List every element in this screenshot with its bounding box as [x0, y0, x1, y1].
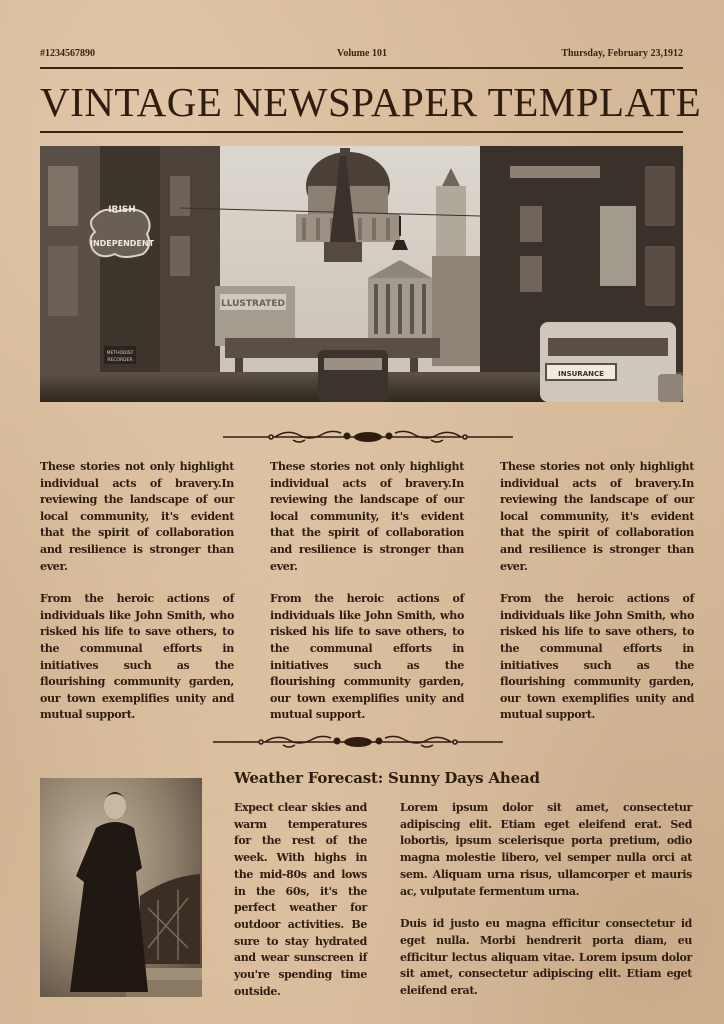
- svg-text:METHODIST: METHODIST: [106, 351, 134, 356]
- column-2-paragraph-1: These stories not only highlight individual acts of bravery.In reviewing the landscape of our local community, it's evident that the spirit of collaboration and resilience is stronger than ever.: [270, 460, 464, 573]
- header-rule-top: [40, 67, 683, 69]
- weather-forecast-paragraph: Expect clear skies and warm temperatures for the rest of the week. With highs in the mid-80s and lows in the 60s, it's the perfect weather for outdoor activities. Be sure to stay hydrated and wear sunscreen if you're spending time outside.: [234, 801, 367, 998]
- article-column-1: [40, 459, 234, 724]
- weather-body-paragraph-1: Lorem ipsum dolor sit amet, consectetur adipiscing elit. Etiam eget eleifend erat. Sed lobortis, ipsum scelerisque porta pretium, odio magna molestie libero, vel semper nulla orci at sem. Aliquam urna risus, ullamcorper et mauris ac, vulputate fermentum urna.: [400, 801, 692, 898]
- column-2-paragraph-2: From the heroic actions of individuals like John Smith, who risked his life to save others, to the communal efforts in initiatives such as the flourishing community garden, our town exemplifies unity and mutual support.: [270, 592, 464, 722]
- issue-date: Thursday, February 23,1912: [561, 48, 683, 59]
- ornamental-divider: [223, 429, 513, 443]
- column-1-paragraph-1: These stories not only highlight individual acts of bravery.In reviewing the landscape of our local community, it's evident that the spirit of collaboration and resilience is stronger than ever.: [40, 460, 234, 573]
- article-column-3: [500, 459, 694, 724]
- volume-label: Volume 101: [337, 48, 387, 59]
- svg-text:RECORDER: RECORDER: [107, 358, 133, 363]
- svg-text:INDEPENDENT: INDEPENDENT: [89, 239, 155, 248]
- weather-forecast-text: [234, 800, 367, 1000]
- weather-body-paragraph-2: Duis id justo eu magna efficitur consectetur id eget nulla. Morbi hendrerit porta diam, eu efficitur lectus aliquam vitae. Lorem ipsum dolor sit amet, consectetur adipiscing elit. Etiam eget eleifend erat.: [400, 917, 692, 998]
- column-3-paragraph-2: From the heroic actions of individuals like John Smith, who risked his life to save others, to the communal efforts in initiatives such as the flourishing community garden, our town exemplifies unity and mutual support.: [500, 592, 694, 722]
- portrait-photo: [40, 778, 202, 997]
- weather-body-text: [400, 800, 692, 1000]
- column-3-paragraph-1: These stories not only highlight individual acts of bravery.In reviewing the landscape of our local community, it's evident that the spirit of collaboration and resilience is stronger than ever.: [500, 460, 694, 573]
- main-street-photo: [40, 146, 683, 402]
- svg-text:INSURANCE: INSURANCE: [558, 370, 604, 378]
- column-1-paragraph-2: From the heroic actions of individuals like John Smith, who risked his life to save others, to the communal efforts in initiatives such as the flourishing community garden, our town exemplifies unity and mutual support.: [40, 592, 234, 722]
- article-column-2: [270, 459, 464, 724]
- masthead-title: VINTAGE NEWSPAPER TEMPLATE: [40, 79, 702, 125]
- ornamental-divider: [213, 734, 503, 748]
- weather-headline: Weather Forecast: Sunny Days Ahead: [234, 769, 540, 787]
- issue-number: #1234567890: [40, 48, 95, 59]
- header-rule-bottom: [40, 131, 683, 133]
- svg-text:LLUSTRATED: LLUSTRATED: [220, 299, 286, 309]
- svg-text:IRISH: IRISH: [108, 205, 136, 215]
